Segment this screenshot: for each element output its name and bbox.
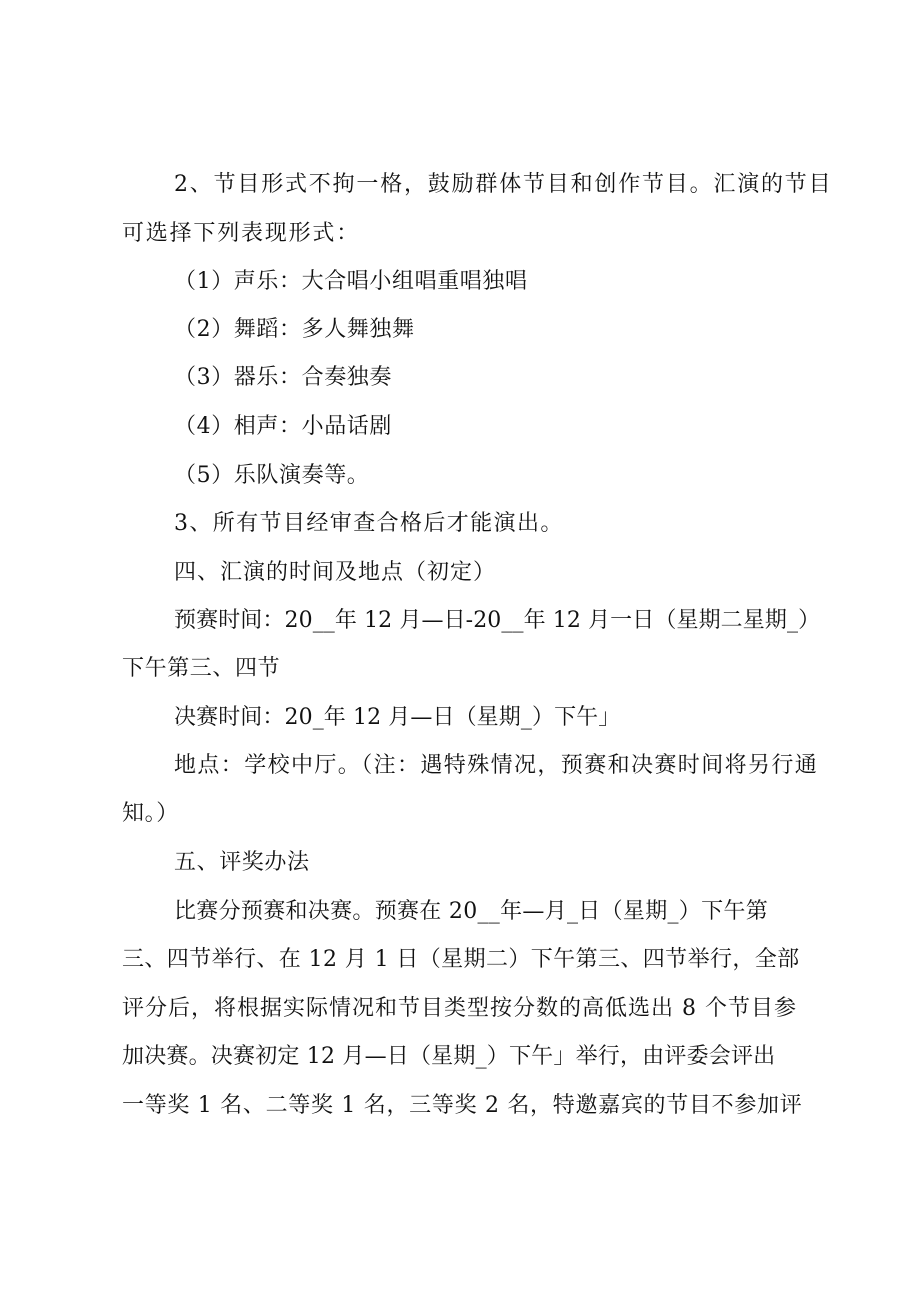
awards-paragraph-line: 评分后，将根据实际情况和节目类型按分数的高低选出 8 个节目参 <box>122 996 797 1021</box>
program-format-paragraph-line: 2、节目形式不拘一格，鼓励群体节目和创作节目。汇演的节目 <box>174 172 833 197</box>
section-heading-awards: 五、评奖办法 <box>174 850 310 875</box>
awards-paragraph-line: 加决赛。决赛初定 12 月—日（星期_）下午」举行，由评委会评出 <box>122 1044 776 1069</box>
list-item-band: （5）乐队演奏等。 <box>174 463 370 488</box>
section-heading-time-location: 四、汇演的时间及地点（初定） <box>174 560 497 585</box>
program-format-paragraph-line: 可选择下列表现形式： <box>122 221 361 246</box>
preliminary-time-line: 下午第三、四节 <box>122 656 281 681</box>
awards-paragraph-line: 三、四节举行、在 12 月 1 日（星期二）下午第三、四节举行，全部 <box>122 947 800 972</box>
final-time-line: 决赛时间：20_年 12 月—日（星期_）下午」 <box>174 705 621 730</box>
list-item-instrumental: （3）器乐：合奏独奏 <box>174 365 392 390</box>
location-line: 知。） <box>122 801 179 826</box>
list-item-dance: （2）舞蹈：多人舞独舞 <box>174 317 415 342</box>
list-item-crosstalk: （4）相声：小品话剧 <box>174 414 392 439</box>
list-item-vocal: （1）声乐：大合唱小组唱重唱独唱 <box>174 269 528 294</box>
preliminary-time-line: 预赛时间：20__年 12 月—日-20__年 12 月一日（星期二星期_） <box>174 608 821 633</box>
location-line: 地点：学校中厅。（注：遇特殊情况，预赛和决赛时间将另行通 <box>174 753 819 778</box>
awards-paragraph-line: 比赛分预赛和决赛。预赛在 20__年—月_日（星期_）下午第 <box>174 899 768 924</box>
awards-paragraph-line: 一等奖 1 名、二等奖 1 名，三等奖 2 名，特邀嘉宾的节目不参加评 <box>122 1093 803 1118</box>
review-requirement: 3、所有节目经审查合格后才能演出。 <box>174 511 564 536</box>
